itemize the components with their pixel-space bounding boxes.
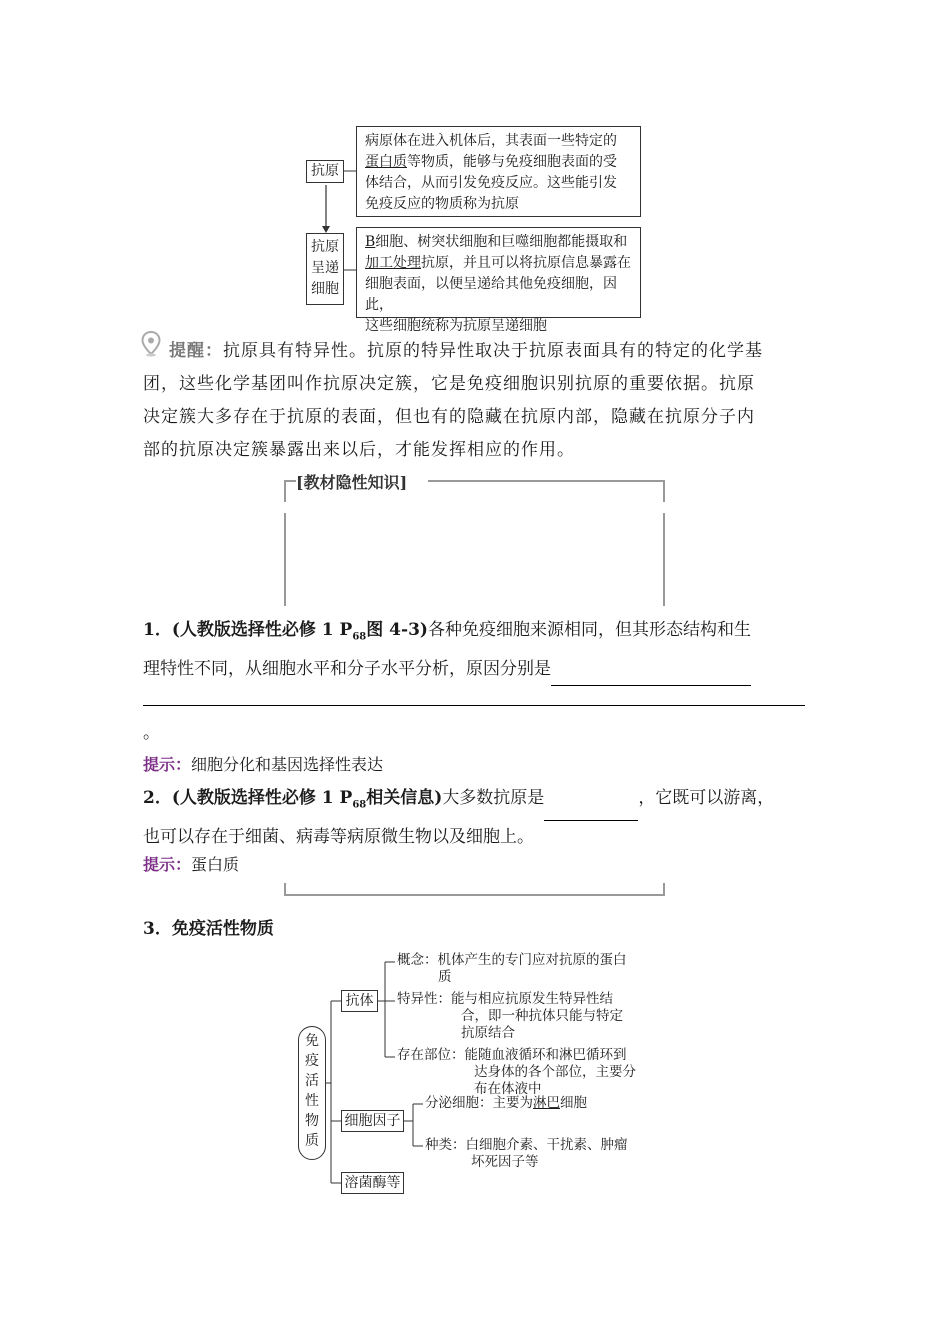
reminder-label: 提醒： (169, 341, 223, 361)
question-2 (143, 782, 823, 854)
antigen-label: 抗原 (311, 163, 339, 179)
q1-hint (143, 752, 383, 775)
hidden-knowledge-title: [教材隐性知识] (296, 473, 408, 492)
cytokine-node: 细胞因子 (341, 1110, 404, 1132)
antibody-node: 抗体 (341, 990, 378, 1012)
q1-hint-label: 提示： (143, 755, 192, 774)
antibody-concept: 概念：机体产生的专门应对抗原的蛋白 质 (397, 952, 627, 985)
apc-label-3: 细胞 (311, 281, 339, 297)
apc-def-b: B (365, 234, 376, 250)
q2-hint-text: 蛋白质 (191, 855, 240, 874)
reminder-line-1: 抗原具有特异性。抗原的特异性取决于抗原表面具有的特定的化学基 (223, 341, 763, 361)
apc-def-line-3: 细胞表面，以便呈递给其他免疫细胞，因此， (365, 276, 617, 313)
q1-hint-text: 细胞分化和基因选择性表达 (191, 755, 384, 774)
q1-text-b: 理特性不同，从细胞水平和分子水平分析，原因分别是 (143, 659, 551, 680)
antigen-def-line-4: 免疫反应的物质称为抗原 (365, 196, 519, 212)
reminder-line-4: 部的抗原决定簇暴露出来以后，才能发挥相应的作用。 (143, 440, 575, 460)
q1-number: 1． (143, 620, 172, 640)
q1-source-a: (人教版选择性必修 1 P (171, 620, 353, 640)
q2-hint-label: 提示： (143, 855, 192, 874)
reminder-line-2: 团，这些化学基团叫作抗原决定簇，它是免疫细胞识别抗原的重要依据。抗原 (143, 374, 755, 394)
q2-text-b: ，它既可以游离， (638, 788, 775, 808)
q2-hint (143, 852, 239, 875)
antigen-def-protein: 蛋白质 (365, 154, 407, 170)
q1-text-a: 各种免疫细胞来源相同，但其形态结构和生 (427, 620, 751, 640)
apc-def-line-2: 抗原，并且可以将抗原信息暴露在 (421, 255, 631, 271)
question-1 (143, 614, 813, 686)
lysozyme-node: 溶菌酶等 (341, 1172, 404, 1194)
q2-answer-blank[interactable] (544, 800, 638, 821)
q1-source-b: 图 4-3) (366, 620, 428, 640)
q1-end: 。 (143, 723, 160, 743)
apc-def-process: 加工处理 (365, 255, 421, 271)
antigen-def-line-3: 体结合，从而引发免疫反应。这些能引发 (365, 175, 617, 191)
antibody-location: 存在部位：能随血液循环和淋巴循环到 达身体的各个部位，主要分 布在体液中 (397, 1047, 636, 1097)
antigen-def-line-1: 病原体在进入机体后，其表面一些特定的 (365, 133, 617, 149)
cytokine-types: 种类：白细胞介素、干扰素、肿瘤 坏死因子等 (425, 1137, 628, 1170)
q2-text-c: 也可以存在于细菌、病毒等病原微生物以及细胞上。 (143, 827, 534, 848)
apc-definition-box (356, 227, 641, 334)
reminder-line-3: 决定簇大多存在于抗原的表面，但也有的隐藏在抗原内部，隐藏在抗原分子内 (143, 407, 755, 427)
antigen-label-box (306, 160, 344, 183)
antigen-definition-box (356, 126, 641, 217)
q1-answer-line[interactable] (143, 705, 805, 706)
q2-number: 2． (143, 788, 172, 808)
q2-source-b: 相关信息) (366, 788, 443, 808)
immune-active-substance-root: 免 疫 活 性 物 质 (298, 1026, 326, 1160)
apc-label-2: 呈递 (311, 260, 339, 276)
apc-label-box (306, 233, 344, 305)
q2-text-a: 大多数抗原是 (442, 788, 545, 808)
antibody-specificity: 特异性：能与相应抗原发生特异性结 合，即一种抗体只能与特定 抗原结合 (397, 991, 623, 1041)
antigen-def-line-2: 等物质，能够与免疫细胞表面的受 (407, 154, 617, 170)
q2-source-sub: 68 (352, 799, 367, 811)
reminder-paragraph (143, 335, 823, 467)
section-3-heading: 3．免疫活性物质 (143, 919, 274, 939)
apc-label-1: 抗原 (311, 239, 339, 255)
cytokine-source: 分泌细胞：主要为淋巴细胞 (425, 1095, 587, 1111)
q2-source-a: (人教版选择性必修 1 P (171, 788, 353, 808)
q1-answer-blank[interactable] (551, 665, 751, 686)
apc-def-line-4: 这些细胞统称为抗原呈递细胞 (365, 318, 547, 334)
apc-def-line-1: 细胞、树突状细胞和巨噬细胞都能摄取和 (375, 234, 628, 250)
q1-source-sub: 68 (352, 631, 367, 643)
